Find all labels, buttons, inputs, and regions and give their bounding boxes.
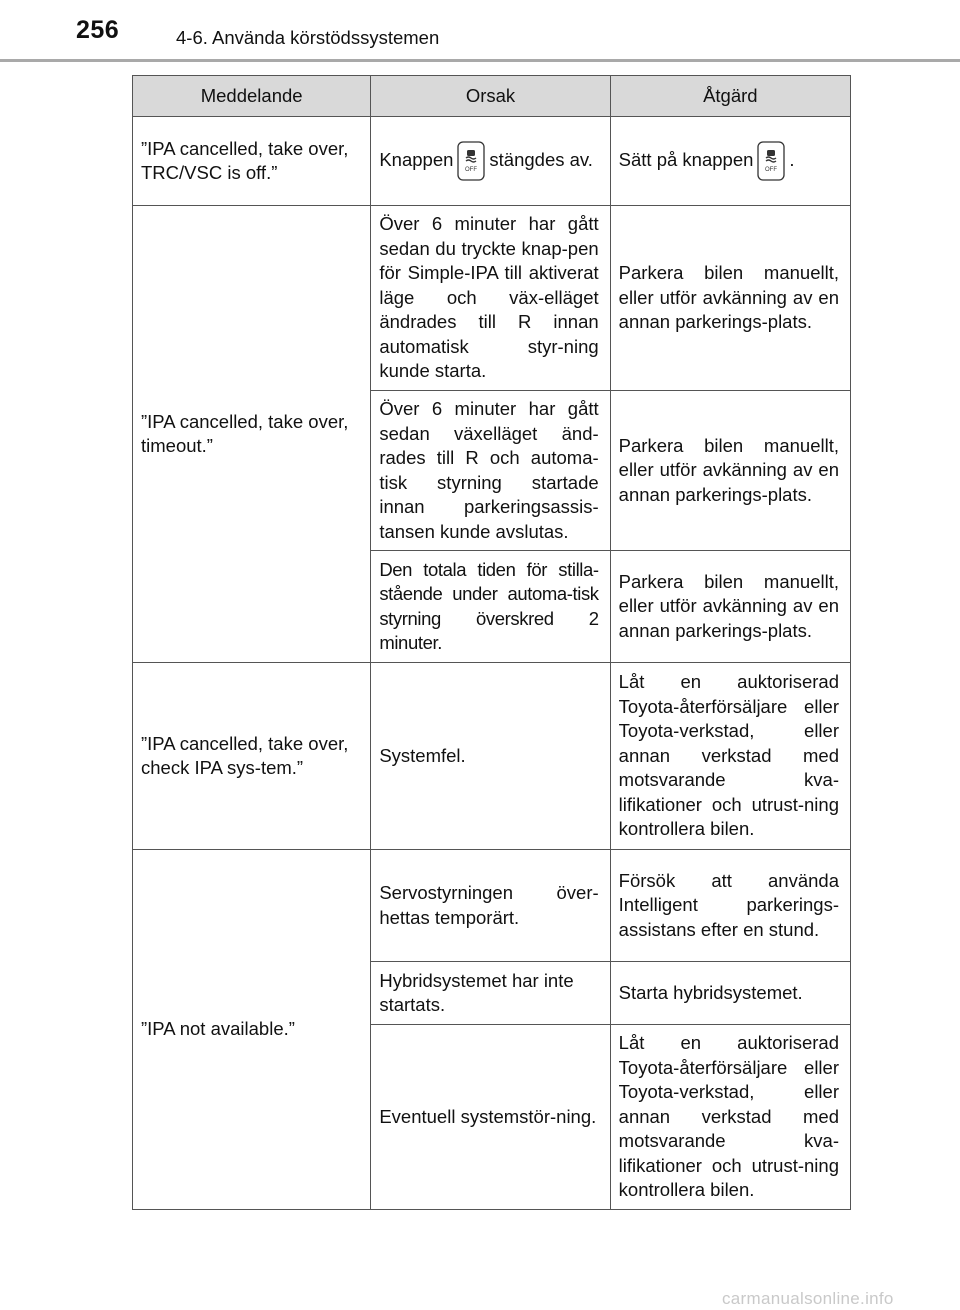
cause-text-after: stängdes av.	[489, 148, 593, 170]
message-cell: ”IPA cancelled, take over, TRC/VSC is off.”	[133, 117, 371, 206]
table-row	[133, 117, 851, 206]
section-title: 4-6. Använda körstödssystemen	[176, 27, 440, 48]
column-header-message: Meddelande	[133, 76, 371, 117]
message-cell: ”IPA cancelled, take over, check IPA sys-tem.”	[133, 663, 371, 850]
action-cell: Parkera bilen manuellt, eller utför avkänning av en annan parkerings-plats.	[610, 206, 850, 391]
action-text-after: .	[789, 148, 795, 170]
table-row	[133, 850, 851, 962]
column-header-cause: Orsak	[371, 76, 610, 117]
page-number: 256	[76, 16, 120, 44]
trc-off-button-icon	[457, 141, 485, 181]
action-text-before: Sätt på knappen	[618, 148, 754, 170]
cause-cell: Den totala tiden för stilla-stående under automa-tisk styrning överskred 2 minuter.	[371, 551, 610, 663]
table-row	[133, 206, 851, 391]
table-row	[133, 663, 851, 850]
cause-cell: Eventuell systemstör-ning.	[371, 1025, 610, 1210]
action-cell: Låt en auktoriserad Toyota-återförsäljare eller Toyota-verkstad, eller annan verkstad med motsvarande kva-lifikationer och utrust-ning kontrollera bilen.	[610, 663, 850, 850]
action-cell: Parkera bilen manuellt, eller utför avkänning av en annan parkerings-plats.	[610, 551, 850, 663]
watermark: carmanualsonline.info	[722, 1289, 894, 1308]
message-table	[132, 75, 851, 1210]
action-cell: Starta hybridsystemet.	[610, 962, 850, 1025]
cause-cell: Systemfel.	[371, 663, 610, 850]
table-header-row	[133, 76, 851, 117]
cause-text-before: Knappen	[379, 148, 454, 170]
trc-off-button-icon	[757, 141, 785, 181]
action-cell: Låt en auktoriserad Toyota-återförsäljare eller Toyota-verkstad, eller annan verkstad med motsvarande kva-lifikationer och utrust-ning kontrollera bilen.	[610, 1025, 850, 1210]
cause-cell: Över 6 minuter har gått sedan du tryckte knap-pen för Simple-IPA till aktiverat läge och väx-elläget ändrades till R innan automatisk styr-ning kunde starta.	[371, 206, 610, 391]
cause-cell: Servostyrningen över-hettas temporärt.	[371, 850, 610, 962]
message-cell: ”IPA cancelled, take over, timeout.”	[133, 206, 371, 663]
cause-cell	[371, 117, 610, 206]
page-header	[0, 0, 960, 62]
action-cell	[610, 117, 850, 206]
message-cell: ”IPA not available.”	[133, 850, 371, 1210]
header-divider	[0, 59, 960, 62]
action-cell: Parkera bilen manuellt, eller utför avkänning av en annan parkerings-plats.	[610, 391, 850, 551]
cause-cell: Hybridsystemet har inte startats.	[371, 962, 610, 1025]
cause-cell: Över 6 minuter har gått sedan växelläget änd-rades till R och automa-tisk styrning startade innan parkeringsassis-tansen kunde avslutas.	[371, 391, 610, 551]
column-header-action: Åtgärd	[610, 76, 850, 117]
icon-off-label: OFF	[465, 167, 478, 173]
action-cell: Försök att använda Intelligent parkerings-assistans efter en stund.	[610, 850, 850, 962]
svg-text:OFF: OFF	[765, 167, 778, 173]
